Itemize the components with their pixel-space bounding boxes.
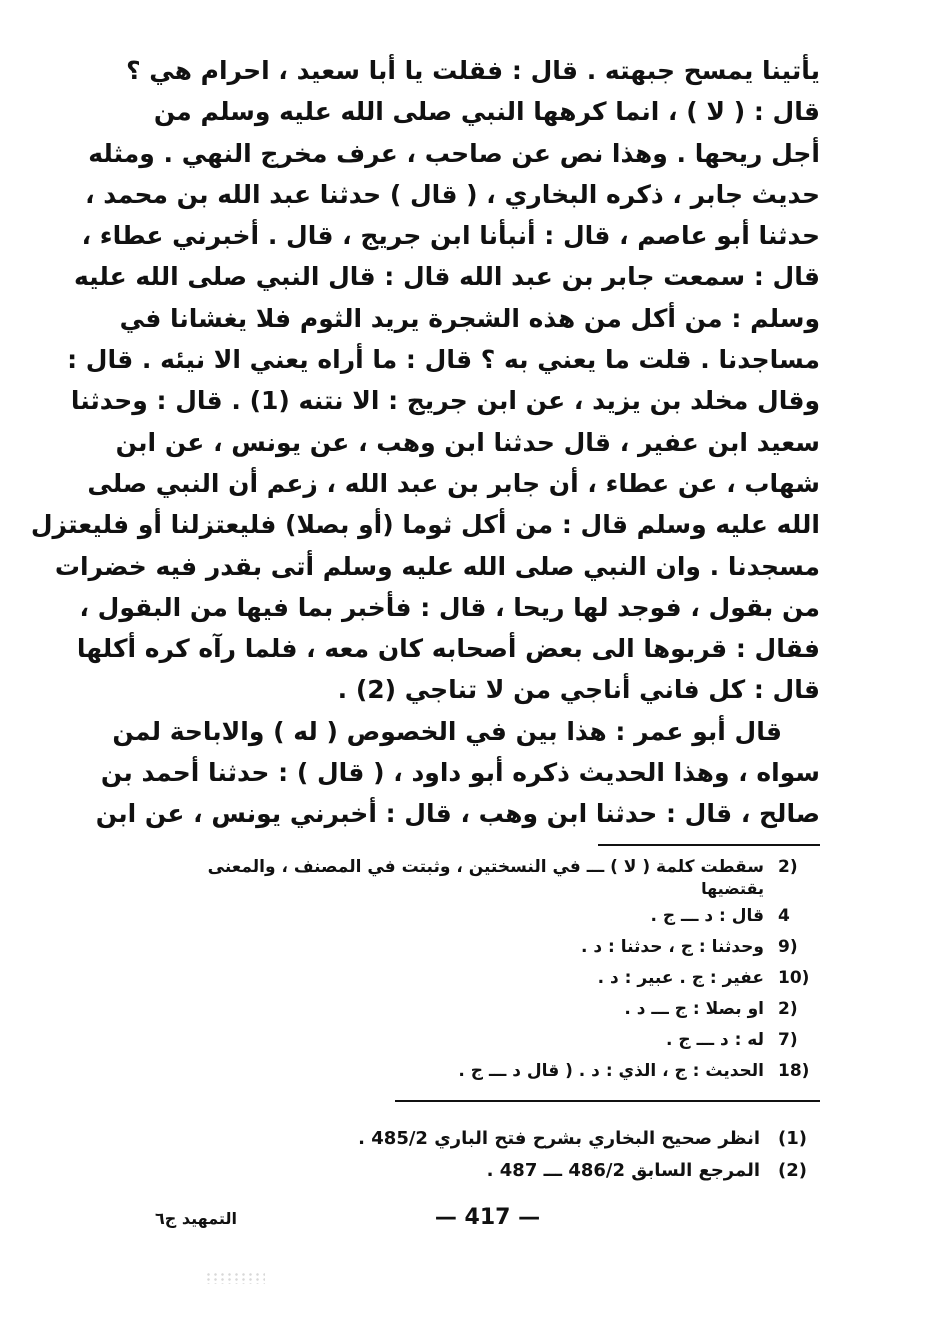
variant-text: الحديث : ج ، الذي : د . ( قال د ـــ ج . xyxy=(458,1061,764,1081)
variant-note xyxy=(155,1056,820,1087)
body-line: سواه ، وهذا الحديث ذكره أبو داود ، ( قال ) : حدثنا أحمد بن xyxy=(100,758,820,788)
variant-text: او بصلا : ج ـــ د . xyxy=(624,999,764,1019)
body-line: حدثنا أبو عاصم ، قال : أنبأنا ابن جريج ، قال . أخبرني عطاء ، xyxy=(81,221,820,251)
variant-text: عفير : ج . عبير : د . xyxy=(597,968,764,988)
variant-continuation: يقتضيها xyxy=(701,879,764,898)
variant-note xyxy=(155,901,820,932)
variant-text: له : د ـــ ج . xyxy=(666,1030,764,1050)
variant-text: سقطت كلمة ( لا ) ـــ في النسختين ، وثبتت في المصنف ، والمعنى xyxy=(207,857,764,877)
footnote-number: (2) xyxy=(778,1160,807,1181)
variant-note xyxy=(155,932,820,963)
body-line: شهاب ، عن عطاء ، أن جابر بن عبد الله ، زعم أن النبي صلى xyxy=(87,468,820,498)
body-line: قال : كل فاني أناجي من لا تناجي (2) . xyxy=(337,675,820,705)
body-line: مسجدنا . وان النبي صلى الله عليه وسلم أتى بقدر فيه خضرات xyxy=(54,551,820,581)
body-line: قال : سمعت جابر بن عبد الله قال : قال النبي صلى الله عليه xyxy=(74,262,820,292)
page-footer xyxy=(155,1205,820,1245)
body-line: الله عليه وسلم قال : من أكل ثوما (أو بصلا) فليعتزلنا أو فليعتزل xyxy=(30,510,820,540)
page-number: — 417 — xyxy=(434,1205,541,1230)
body-line: وسلم : من أكل من هذه الشجرة يريد الثوم فلا يغشانا في xyxy=(119,303,820,333)
variant-text: وحدثنا : ج ، حدثنا : د . xyxy=(580,937,764,957)
manuscript-variant-notes xyxy=(155,852,820,1087)
body-line: من بقول ، فوجد لها ريحا ، قال : فأخبر بما فيها من البقول ، xyxy=(79,592,820,622)
running-title: التمهيد ج٦ xyxy=(155,1209,237,1228)
variant-line-number: 2) xyxy=(778,857,798,877)
variant-line-number: 10) xyxy=(778,968,810,988)
scan-noise xyxy=(205,1272,265,1284)
variant-line-number: 9) xyxy=(778,937,798,957)
body-line: وقال مخلد بن يزيد ، عن ابن جريج : الا نتنه (1) . قال : وحدثنا xyxy=(70,386,820,416)
body-line: فقال : قربوها الى بعض أصحابه كان معه ، فلما رآه كره أكلها xyxy=(76,634,820,664)
variant-note xyxy=(155,963,820,994)
footnotes-divider xyxy=(395,1100,820,1102)
variant-text: قال : د ـــ ج . xyxy=(650,906,764,926)
footnote-text: انظر صحيح البخاري بشرح فتح الباري 485/2 . xyxy=(358,1128,760,1149)
footnote xyxy=(300,1155,820,1187)
footnotes xyxy=(300,1123,820,1187)
body-line: صالح ، قال : حدثنا ابن وهب ، قال : أخبرني يونس ، عن ابن xyxy=(95,799,820,829)
footnote-number: (1) xyxy=(778,1128,807,1149)
notes-divider xyxy=(598,844,820,846)
body-line: أجل ريحها . وهذا نص عن صاحب ، عرف مخرج النهي . ومثله xyxy=(88,138,820,168)
main-text xyxy=(30,50,820,835)
body-line: قال : ( لا ) ، انما كرهها النبي صلى الله عليه وسلم من xyxy=(153,97,820,127)
body-line: مساجدنا . قلت ما يعني به ؟ قال : ما أراه يعني الا نيئه . قال : xyxy=(67,345,820,375)
variant-line-number: 18) xyxy=(778,1061,810,1081)
variant-line-number: 4 xyxy=(778,906,790,926)
paragraph-start-line: قال أبو عمر : هذا بين في الخصوص ( له ) والاباحة لمن xyxy=(112,716,782,746)
variant-note xyxy=(155,1025,820,1056)
variant-note xyxy=(155,994,820,1025)
footnote-text: المرجع السابق 486/2 ـــ 487 . xyxy=(486,1160,760,1181)
footnote xyxy=(300,1123,820,1155)
body-line: سعيد ابن عفير ، قال حدثنا ابن وهب ، عن يونس ، عن ابن xyxy=(115,427,820,457)
variant-line-number: 7) xyxy=(778,1030,798,1050)
variant-line-number: 2) xyxy=(778,999,798,1019)
body-line: يأتينا يمسح جبهته . قال : فقلت يا أبا سعيد ، احرام هي ؟ xyxy=(126,56,820,85)
body-line: حديث جابر ، ذكره البخاري ، ( قال ) حدثنا عبد الله بن محمد ، xyxy=(85,179,820,209)
